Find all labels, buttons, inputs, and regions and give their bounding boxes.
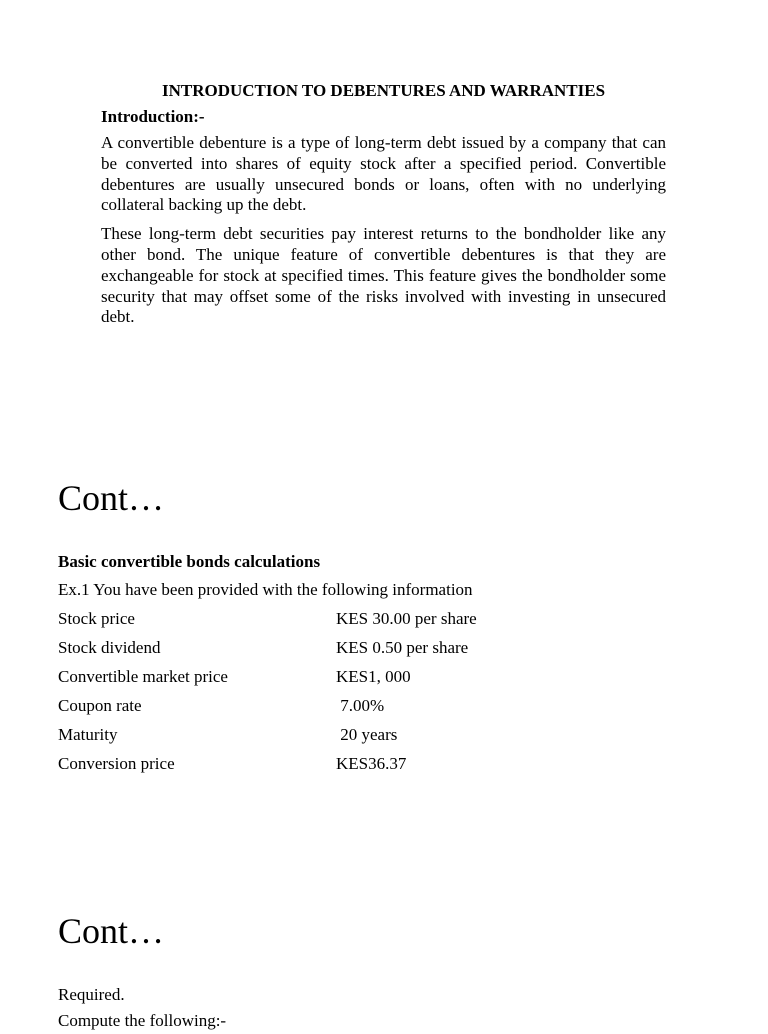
continued-heading: Cont… <box>58 478 165 518</box>
paragraph-features: These long-term debt securities pay interest returns to the bondholder like any other bond. The unique feature of convertible debentures is that they are exchangeable for stock at specified times. This feature gives the bondholder some security that may offset some of the risks involved with investing in unsecured debt. <box>101 224 666 327</box>
row-label: Maturity <box>58 725 118 744</box>
introduction-heading: Introduction:- <box>101 107 205 126</box>
paragraph-definition: A convertible debenture is a type of long-term debt issued by a company that can be converted into shares of equity stock after a specified period. Convertible debentures are usually unsecured bonds or loans, often with no underlying collateral backing up the debt. <box>101 133 666 215</box>
calculations-heading: Basic convertible bonds calculations <box>58 552 321 571</box>
row-label: Stock dividend <box>58 638 161 657</box>
introduction-section <box>101 80 666 336</box>
row-label: Coupon rate <box>58 696 142 715</box>
table-row <box>58 665 477 694</box>
row-value: 20 years <box>336 725 398 744</box>
row-label: Stock price <box>58 609 135 628</box>
document-title: INTRODUCTION TO DEBENTURES AND WARRANTIES <box>161 81 606 100</box>
required-section <box>58 982 698 1034</box>
table-row <box>58 694 477 723</box>
row-value: KES 30.00 per share <box>336 609 477 628</box>
example-intro: Ex.1 You have been provided with the following information <box>58 580 473 599</box>
row-label: Convertible market price <box>58 667 228 686</box>
calculation-section <box>58 550 698 781</box>
row-value: 7.00% <box>336 696 385 715</box>
table-row <box>58 607 477 636</box>
table-row <box>58 723 477 752</box>
compute-instruction: Compute the following:- <box>58 1011 227 1030</box>
continued-heading-second: Cont… <box>58 911 165 951</box>
information-table <box>58 607 477 781</box>
row-label: Conversion price <box>58 754 175 773</box>
row-value: KES36.37 <box>336 754 407 773</box>
row-value: KES1, 000 <box>336 667 411 686</box>
row-value: KES 0.50 per share <box>336 638 469 657</box>
table-row <box>58 636 477 665</box>
required-label: Required. <box>58 985 125 1004</box>
table-row <box>58 752 477 781</box>
